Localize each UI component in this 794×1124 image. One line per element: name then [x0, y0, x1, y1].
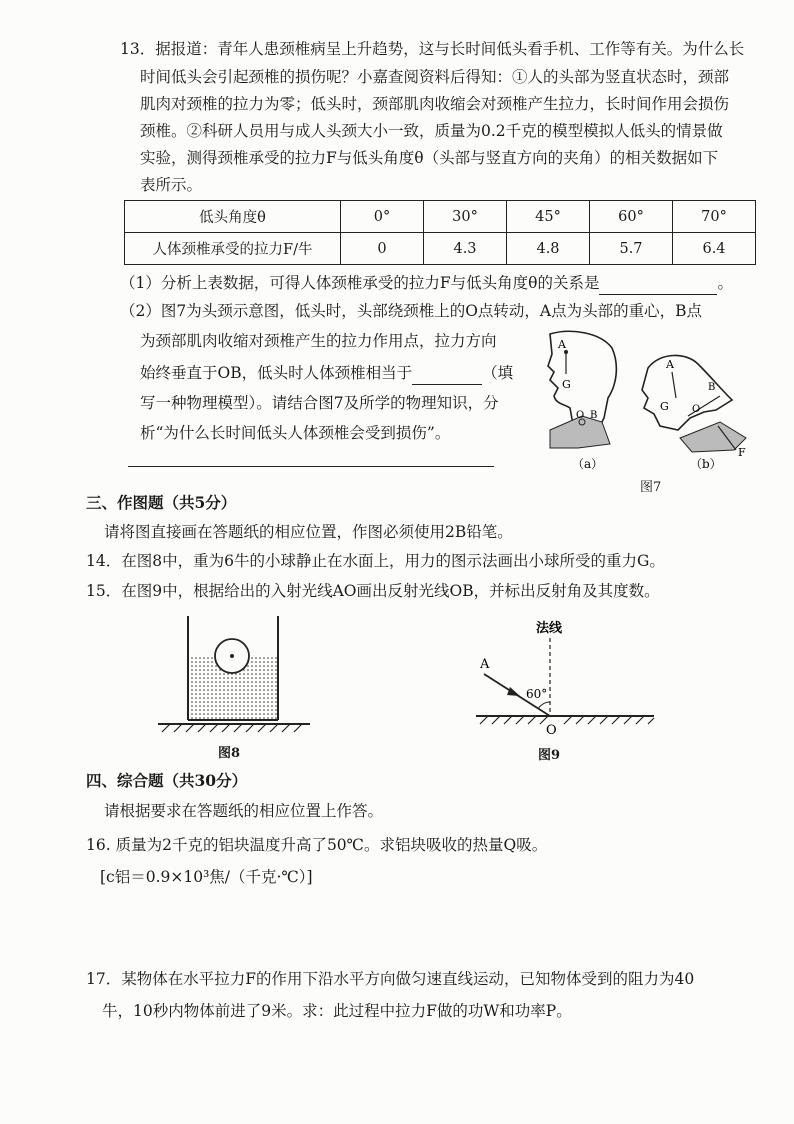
- figure-9: [470, 612, 660, 762]
- fig9-angle-arc: [538, 702, 550, 709]
- q13-sub2-line-3-end: （填: [482, 364, 514, 382]
- fig7-caption: 图7: [640, 480, 662, 495]
- fig7a-label-B: B: [590, 410, 598, 421]
- fig9-point-a-label: A: [480, 657, 490, 672]
- table-cell: 70°: [673, 201, 756, 233]
- fig7b-gravity-line: [672, 372, 676, 398]
- q15-text: 15．在图9中，根据给出的入射光线AO画出反射光线OB，并标出反射角及其度数。: [86, 582, 660, 600]
- table-cell: 4.8: [507, 233, 590, 265]
- q13-line-3: 肌肉对颈椎的拉力为零；低头时，颈部肌肉收缩会对颈椎产生拉力，长时间作用会损伤: [140, 95, 730, 113]
- fig7b-label-A: A: [666, 358, 674, 371]
- table-cell: 0: [341, 233, 424, 265]
- q13-sub2-model-blank[interactable]: [412, 362, 482, 385]
- q13-sub2-line-1: （2）图7为头颈示意图，低头时，头部绕颈椎上的O点转动，A点为头部的重心，B点: [120, 302, 703, 320]
- fig8-ground-hatch: [162, 724, 302, 732]
- figure-8: [150, 612, 330, 742]
- fig7a-label-G: G: [562, 378, 571, 391]
- table-cell: 30°: [424, 201, 507, 233]
- q13-line-4: 颈椎。②科研人员用与成人头颈大小一致，质量为0.2千克的模型模拟人低头的情景做: [140, 122, 723, 140]
- fig8-caption: 图8: [218, 746, 241, 761]
- q13-sub2-line-4: 写一种物理模型）。请结合图7及所学的物理知识，分: [140, 394, 499, 412]
- fig7b-label-G: G: [660, 400, 669, 413]
- fig9-ray-arrow: [507, 687, 520, 696]
- q13-sub1-end: 。: [717, 274, 733, 292]
- table-cell: 5.7: [590, 233, 673, 265]
- table-cell: 0°: [341, 201, 424, 233]
- table-header-angle: 低头角度θ: [125, 201, 341, 233]
- fig7a-label-A: A: [558, 338, 566, 351]
- q13-line-6: 表所示。: [140, 176, 203, 194]
- fig7b-label-B: B: [708, 382, 716, 393]
- q13-sub2-line-3: [140, 362, 513, 385]
- table-cell: 6.4: [673, 233, 756, 265]
- section3-title: 三、作图题（共5分）: [86, 493, 237, 512]
- fig7b-neck: [680, 422, 746, 452]
- q13-sub2-line-3-text: 始终垂直于OB，低头时人体颈椎相当于: [140, 364, 413, 382]
- q13-data-table: [124, 200, 756, 265]
- q13-line-1: 13．据报道：青年人患颈椎病呈上升趋势，这与长时间低头看手机、工作等有关。为什么长: [120, 40, 745, 58]
- table-cell: 45°: [507, 201, 590, 233]
- fig7b-label-O: O: [692, 404, 701, 415]
- table-cell: 4.3: [424, 233, 507, 265]
- section3-instruction: 请将图直接画在答题纸的相应位置，作图必须使用2B铅笔。: [104, 523, 513, 541]
- q13-sub1-answer-blank[interactable]: [599, 272, 717, 295]
- q13-line-5: 实验，测得颈椎承受的拉力F与低头角度θ（头部与竖直方向的夹角）的相关数据如下: [140, 149, 719, 167]
- q17-line-2: 牛，10秒内物体前进了9米。求：此过程中拉力F做的功W和功率P。: [102, 1002, 572, 1020]
- table-header-force: 人体颈椎承受的拉力F/牛: [125, 233, 341, 265]
- q13-sub2-line-5: 析“为什么长时间低头人体颈椎会受到损伤”。: [140, 424, 451, 442]
- fig7b-label-F: F: [738, 446, 746, 459]
- fig9-normal-label: 法线: [536, 621, 563, 636]
- table-row: [125, 233, 756, 265]
- fig9-mirror-hatch: [480, 716, 654, 724]
- fig9-angle-label: 60°: [526, 687, 548, 701]
- section4-title: 四、综合题（共30分）: [86, 771, 248, 790]
- fig7b-head-outline: [642, 355, 732, 430]
- fig7a-label-O: O: [576, 410, 585, 421]
- q13-sub1-text: （1）分析上表数据，可得人体颈椎承受的拉力F与低头角度θ的关系是: [120, 274, 600, 292]
- q16-given: [c铝＝0.9×10³焦/（千克·℃）]: [100, 868, 313, 886]
- q13-line-2: 时间低头会引起颈椎的损伤呢？小嘉查阅资料后得知：①人的头部为竖直状态时，颈部: [140, 68, 730, 86]
- fig8-ball-center: [230, 654, 234, 658]
- q17-line-1: 17．某物体在水平拉力F的作用下沿水平方向做匀速直线运动，已知物体受到的阻力为40: [86, 970, 695, 988]
- figure-7: [520, 326, 770, 476]
- q13-sub2-line-2: 为颈部肌肉收缩对颈椎产生的拉力作用点，拉力方向: [140, 332, 497, 350]
- table-cell: 60°: [590, 201, 673, 233]
- table-row: [125, 201, 756, 233]
- section4-instruction: 请根据要求在答题纸的相应位置上作答。: [104, 802, 384, 820]
- q16-text: 16. 质量为2千克的铝块温度升高了50℃。求铝块吸收的热量Q吸。: [86, 836, 548, 854]
- fig7a-caption: （a）: [572, 457, 604, 471]
- fig7b-caption: （b）: [690, 457, 722, 471]
- q13-sub2-answer-line[interactable]: [128, 466, 494, 467]
- fig9-caption: 图9: [538, 748, 561, 763]
- q13-sub1: [120, 272, 733, 295]
- fig9-point-o-label: O: [546, 723, 557, 738]
- q14-text: 14．在图8中，重为6牛的小球静止在水面上，用力的图示法画出小球所受的重力G。: [86, 552, 665, 570]
